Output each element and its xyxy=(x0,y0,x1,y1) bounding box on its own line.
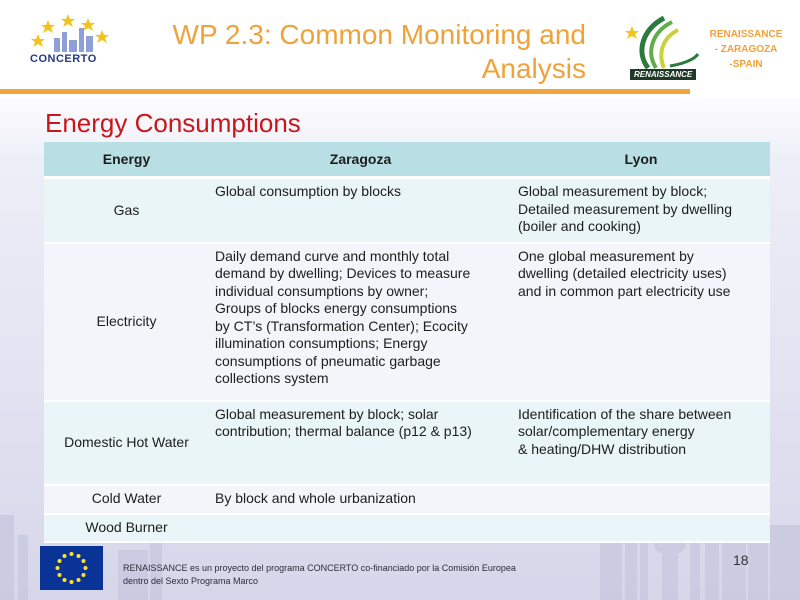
zaragoza-cell xyxy=(209,243,512,401)
eu-flag-icon xyxy=(40,546,103,590)
concerto-logo-text: CONCERTO xyxy=(30,53,97,65)
lyon-cell xyxy=(512,485,770,514)
city-tag-line: RENAISSANCE xyxy=(709,29,783,40)
project-city-tag xyxy=(700,27,792,72)
cell-line: One global measurement by xyxy=(518,247,694,264)
city-tag-line: -SPAIN xyxy=(729,59,763,70)
cell-line: Identification of the share between xyxy=(518,405,732,422)
zaragoza-cell xyxy=(209,178,512,243)
cell-line: collections system xyxy=(215,370,329,386)
cell-line: Global measurement by block; xyxy=(518,183,708,199)
energy-cell: Cold Water xyxy=(44,485,209,514)
lyon-cell xyxy=(512,514,770,542)
renaissance-logo-caption: RENAISSANCE xyxy=(630,69,696,80)
cell-line: Global measurement by block; solar xyxy=(215,405,439,422)
cell-line: (boiler and cooking) xyxy=(518,218,641,234)
cell-line: consumptions of pneumatic garbage xyxy=(215,352,441,369)
zaragoza-cell xyxy=(209,401,512,485)
energy-cell: Wood Burner xyxy=(44,514,209,542)
zaragoza-cell xyxy=(209,514,512,542)
cell-line: & heating/DHW distribution xyxy=(518,440,687,457)
cell-line: individual consumptions by owner; xyxy=(215,282,429,299)
city-tag-line: - ZARAGOZA xyxy=(714,44,778,55)
table-header-row xyxy=(44,142,770,178)
cell-line: Groups of blocks energy consumptions xyxy=(215,300,458,316)
page-number: 18 xyxy=(733,552,749,568)
cell-line: by CT’s (Transformation Center); Ecocity xyxy=(215,317,468,334)
footer-funding-note xyxy=(123,562,603,587)
lyon-cell xyxy=(512,178,770,243)
energy-cell: Domestic Hot Water xyxy=(44,401,209,485)
energy-cell: Gas xyxy=(44,178,209,243)
cell-line: and in common part electricity use xyxy=(518,282,731,299)
cell-line: solar/complementary energy xyxy=(518,423,695,439)
cell-line: Detailed measurement by dwelling xyxy=(518,200,732,217)
table-row xyxy=(44,178,770,243)
table-row xyxy=(44,243,770,401)
column-header-zaragoza: Zaragoza xyxy=(209,142,512,178)
slide-header xyxy=(0,0,800,98)
lyon-cell xyxy=(512,401,770,485)
cell-line: contribution; thermal balance (p12 & p13) xyxy=(215,423,472,439)
cell-line: illumination consumptions; Energy xyxy=(215,335,428,351)
footer-line: RENAISSANCE es un proyecto del programa CONCERTO co-financiado por la Comisión Europea xyxy=(123,563,516,573)
zaragoza-cell xyxy=(209,485,512,514)
cell-line: Daily demand curve and monthly total xyxy=(215,247,450,264)
energy-cell: Electricity xyxy=(44,243,209,401)
footer-line: dentro del Sexto Programa Marco xyxy=(123,575,259,586)
table-row xyxy=(44,485,770,514)
header-divider xyxy=(0,89,690,94)
energy-consumption-table xyxy=(44,142,770,543)
cell-line: By block and whole urbanization xyxy=(215,489,416,506)
section-heading: Energy Consumptions xyxy=(45,108,301,138)
cell-line: dwelling (detailed electricity uses) xyxy=(518,265,727,281)
column-header-energy: Energy xyxy=(44,142,209,178)
table-row xyxy=(44,401,770,485)
cell-line: Global consumption by blocks xyxy=(215,183,401,199)
lyon-cell xyxy=(512,243,770,401)
slide-title: WP 2.3: Common Monitoring and Analysis xyxy=(172,19,586,84)
column-header-lyon: Lyon xyxy=(512,142,770,178)
table-row xyxy=(44,514,770,542)
cell-line: demand by dwelling; Devices to measure xyxy=(215,265,471,281)
